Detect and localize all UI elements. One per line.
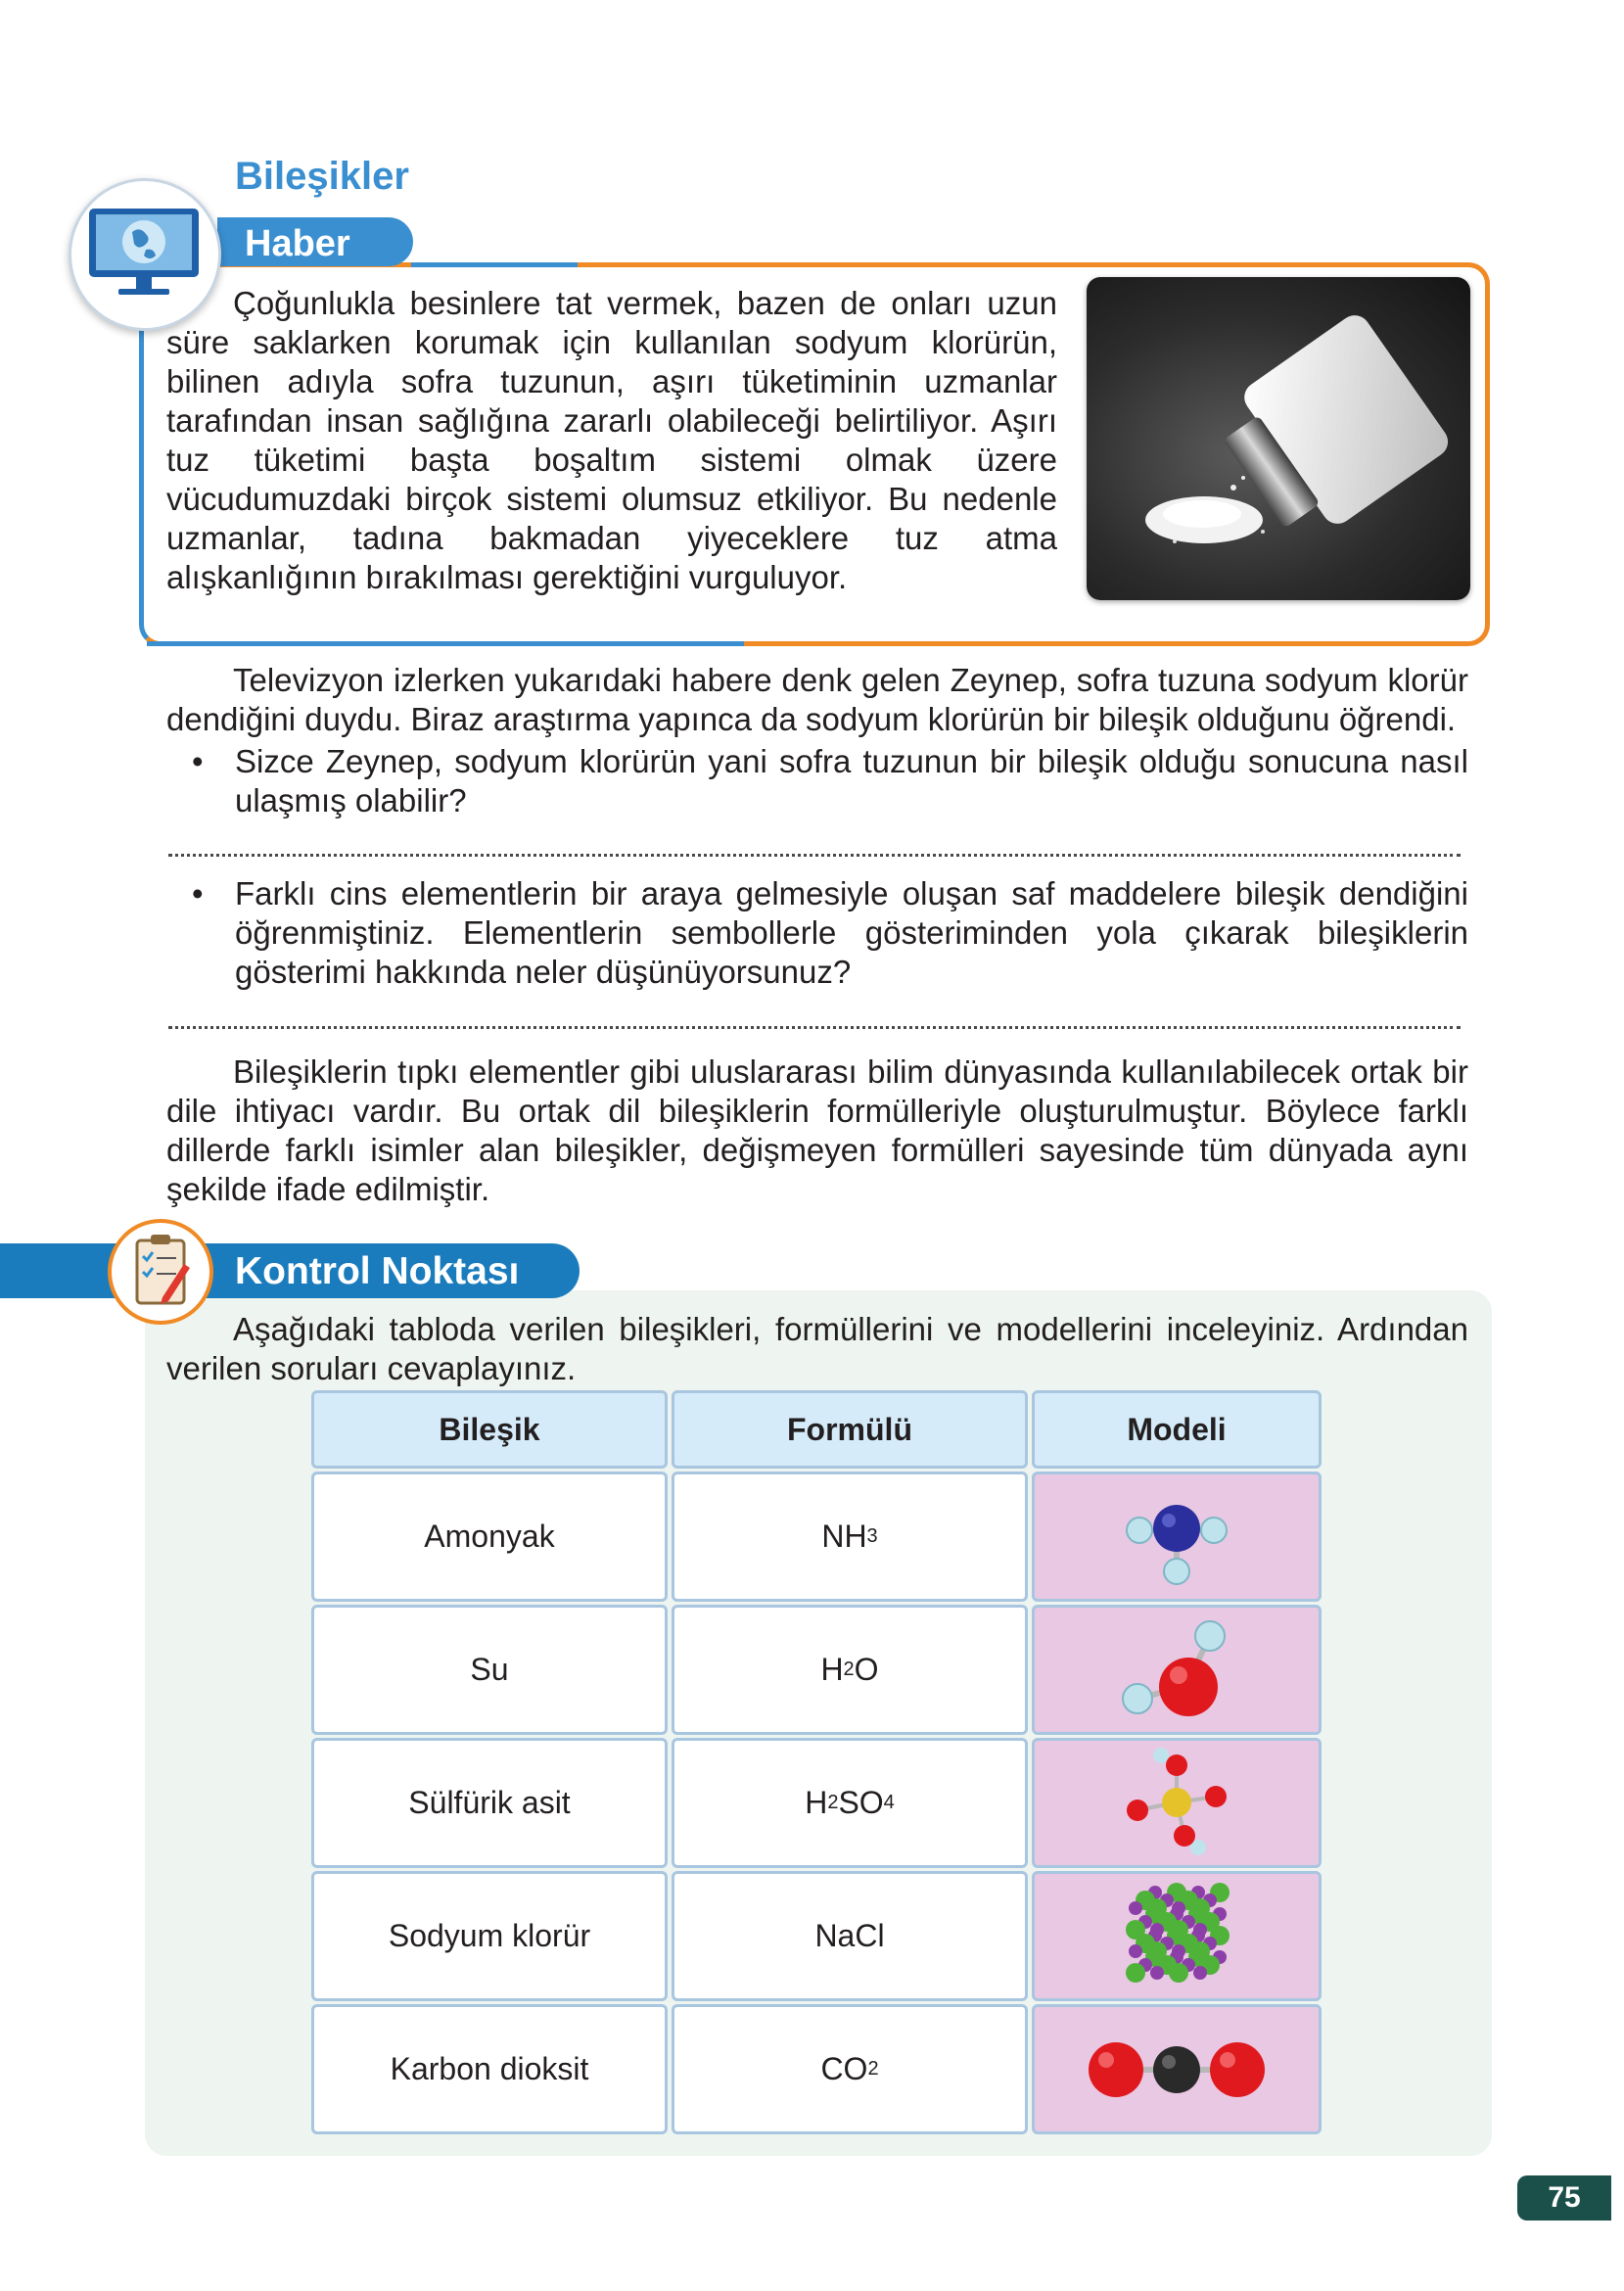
question-1	[166, 742, 1468, 820]
formula-text: O	[854, 1652, 879, 1687]
checkpoint-instructions: Aşağıdaki tabloda verilen bileşikleri, formüllerini ve modellerini inceleyiniz. Ardından verilen soruları cevaplayınız.	[166, 1311, 1468, 1386]
intro-paragraph: Televizyon izlerken yukarıdaki habere denk gelen Zeynep, sofra tuzuna sodyum klorür dendiğini duydu. Biraz araştırma yapınca da sodyum klorürün bir bileşik olduğunu öğrendi.	[166, 662, 1468, 737]
compound-name-cell: Amonyak	[311, 1472, 668, 1602]
formula-cell	[672, 1738, 1028, 1868]
table-header: Bileşik	[311, 1390, 668, 1469]
chlorine-atom	[1169, 1920, 1188, 1940]
sodium-chloride-model-icon	[1108, 1875, 1245, 1997]
formula-text: NH	[821, 1519, 867, 1554]
formula-text: SO	[838, 1785, 884, 1820]
formula-subscript: 2	[867, 2058, 879, 2080]
answer-line-2[interactable]	[168, 1026, 1461, 1029]
question-2	[166, 874, 1468, 992]
formula-subscript: 4	[883, 1792, 895, 1813]
formula-subscript: 2	[827, 1792, 839, 1813]
news-box-accent	[411, 262, 578, 267]
formula-cell	[672, 2004, 1028, 2134]
checkpoint-header-bar	[0, 1243, 580, 1298]
table-header: Formülü	[672, 1390, 1028, 1469]
formula-cell	[672, 1472, 1028, 1602]
formula-cell	[672, 1871, 1028, 2001]
chlorine-atom	[1190, 1898, 1210, 1918]
formula-paragraph: Bileşiklerin tıpkı elementler gibi uluslararası bilim dünyasında kullanılabilecek ortak bir dile ihtiyacı vardır. Bu ortak dil bileşiklerin formülleriyle oluşturulmuştur. Böylece farklı dillerde farklı isimler alan bileşikler, değişmeyen formülleri sayesinde tüm dünyada aynı şekilde ifade edilmiştir.	[166, 1053, 1468, 1207]
bullet-dot: •	[192, 743, 204, 779]
monitor-icon	[69, 178, 221, 331]
sodium-atom	[1150, 1923, 1164, 1937]
sodium-atom	[1150, 1966, 1164, 1980]
model-cell	[1032, 1472, 1322, 1602]
sulfuric-acid-model-icon	[1108, 1742, 1245, 1864]
chlorine-atom	[1126, 1963, 1145, 1983]
question-text: Sizce Zeynep, sodyum klorürün yani sofra tuzunun bir bileşik olduğu sonucuna nasıl ulaşmış olabilir?	[235, 743, 1468, 818]
sodium-atom	[1193, 1966, 1207, 1980]
compound-name-cell: Sülfürik asit	[311, 1738, 668, 1868]
formula-text: NaCl	[814, 1918, 885, 1953]
water-model-icon	[1108, 1609, 1245, 1731]
salt-shaker-photo	[1087, 277, 1470, 600]
chlorine-atom	[1190, 1941, 1210, 1961]
chlorine-atom	[1147, 1898, 1167, 1918]
checkpoint-title: Kontrol Noktası	[235, 1250, 520, 1292]
section-title: Bileşikler	[235, 155, 409, 198]
sodium-atom	[1172, 1901, 1185, 1915]
sodium-atom	[1172, 1944, 1185, 1958]
formula-text: CO	[820, 2051, 868, 2086]
news-text: Çoğunlukla besinlere tat vermek, bazen de onları uzun süre saklarken korumak için kullanılan sodyum klorürün, bilinen adıyla sofra tuzunun, aşırı tüketiminin uzmanlar tarafından insan sağlığına zararlı olabileceği belirtiliyor. Aşırı tuz tüketimi başta boşaltım sistemi olmak üzere vücudumuzdaki birçok sistemi olumsuz etkiliyor. Bu nedenle uzmanlar, tadına bakmadan yiyeceklere tuz atma alışkanlığının bırakılması gerektiğini vurguluyor.	[166, 285, 1057, 595]
sodium-atom	[1129, 1944, 1142, 1958]
question-text: Farklı cins elementlerin bir araya gelmesiyle oluşan saf maddelere bileşik dendiğini öğrenmiştiniz. Elementlerin sembollerle gösteriminden yola çıkarak bileşiklerin gösterimi hakkında neler düşünüyorsunuz?	[235, 875, 1468, 990]
sodium-atom	[1193, 1923, 1207, 1937]
compound-name-cell: Su	[311, 1605, 668, 1735]
formula-cell	[672, 1605, 1028, 1735]
carbon-dioxide-model-icon	[1079, 2026, 1275, 2114]
model-cell	[1032, 1871, 1322, 2001]
chlorine-atom	[1126, 1920, 1145, 1940]
clipboard-icon	[108, 1219, 213, 1325]
model-cell	[1032, 1738, 1322, 1868]
formula-text: H	[820, 1652, 844, 1687]
formula-subscript: 3	[866, 1525, 878, 1547]
model-cell	[1032, 2004, 1322, 2134]
news-box-accent	[147, 641, 744, 646]
formula-subscript: 2	[843, 1659, 855, 1680]
formula-text: H	[805, 1785, 828, 1820]
news-tab	[217, 217, 413, 266]
chlorine-atom	[1169, 1963, 1188, 1983]
table-header: Modeli	[1032, 1390, 1322, 1469]
chlorine-atom	[1147, 1941, 1167, 1961]
ammonia-model-icon	[1108, 1483, 1245, 1591]
compound-name-cell: Sodyum klorür	[311, 1871, 668, 2001]
answer-line-1[interactable]	[168, 854, 1461, 857]
model-cell	[1032, 1605, 1322, 1735]
bullet-dot: •	[192, 875, 204, 912]
sodium-atom	[1129, 1901, 1142, 1915]
news-tab-label: Haber	[245, 223, 350, 264]
compound-name-cell: Karbon dioksit	[311, 2004, 668, 2134]
page-number: 75	[1517, 2175, 1611, 2221]
